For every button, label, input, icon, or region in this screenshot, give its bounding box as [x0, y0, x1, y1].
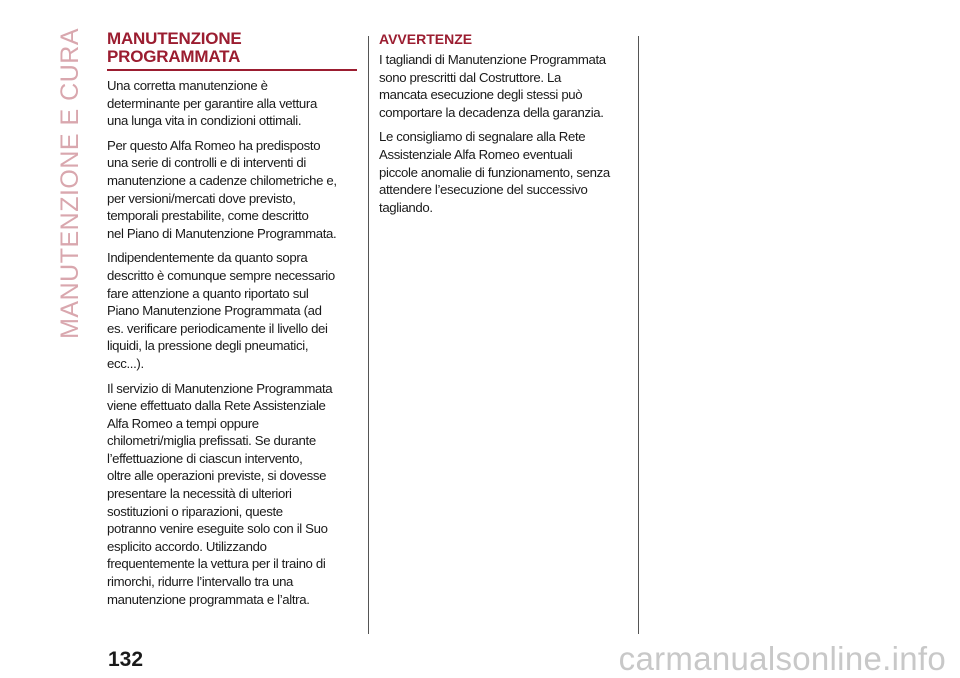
- column-divider: [368, 36, 369, 634]
- text-line: per versioni/mercati dove previsto,: [107, 190, 296, 206]
- text-line: Indipendentemente da quanto sopra: [107, 250, 308, 266]
- text-line: Alfa Romeo a tempi oppure: [107, 415, 259, 431]
- text-line: rimorchi, ridurre l’intervallo tra una: [107, 574, 294, 590]
- text-line: sono prescritti dal Costruttore. La: [379, 69, 561, 85]
- warning-title: AVVERTENZE: [379, 31, 473, 47]
- text-line: viene effettuato dalla Rete Assistenziale: [107, 398, 326, 414]
- section-title-line: PROGRAMMATA: [107, 47, 241, 66]
- page-number: 132: [108, 648, 144, 671]
- text-line: chilometri/miglia prefissati. Se durante: [107, 433, 316, 449]
- text-line: liquidi, la pressione degli pneumatici,: [107, 338, 309, 354]
- text-line: I tagliandi di Manutenzione Programmata: [379, 52, 606, 67]
- text-line: sostituzioni o riparazioni, queste: [107, 503, 283, 519]
- watermark: carmanualsonline.info: [618, 640, 946, 677]
- left-column: [107, 30, 357, 615]
- paragraph-attention: [107, 249, 357, 372]
- right-column: [379, 30, 631, 223]
- text-line: ecc...).: [107, 355, 144, 371]
- chapter-side-label-text: MANUTENZIONE E CURA: [55, 28, 84, 339]
- text-line: piccole anomalie di funzionamento, senza: [379, 164, 610, 180]
- paragraph-service: [107, 380, 357, 609]
- text-line: es. verificare periodicamente il livello dei: [107, 320, 328, 336]
- text-line: l’effettuazione di ciascun intervento,: [107, 450, 303, 466]
- text-line: Piano Manutenzione Programmata (ad: [107, 303, 322, 319]
- paragraph-intro: [107, 77, 357, 130]
- text-line: Per questo Alfa Romeo ha predisposto: [107, 137, 321, 153]
- text-line: manutenzione programmata e l’altra.: [107, 591, 310, 607]
- section-title: [107, 30, 357, 71]
- text-line: potranno venire eseguite solo con il Suo: [107, 521, 328, 537]
- text-line: frequentemente la vettura per il traino di: [107, 556, 326, 572]
- chapter-side-label: [50, 28, 90, 339]
- text-line: nel Piano di Manutenzione Programmata.: [107, 225, 337, 241]
- text-line: tagliando.: [379, 199, 433, 215]
- text-line: una serie di controlli e di interventi di: [107, 155, 306, 171]
- text-line: oltre alle operazioni previste, si dovesse: [107, 468, 327, 484]
- text-line: temporali prestabilite, come descritto: [107, 208, 309, 224]
- text-line: Una corretta manutenzione è: [107, 78, 268, 93]
- text-line: fare attenzione a quanto riportato sul: [107, 285, 309, 301]
- text-line: manutenzione a cadenze chilometriche e,: [107, 172, 337, 188]
- text-line: presentare la necessità di ulteriori: [107, 486, 292, 502]
- text-line: descritto è comunque sempre necessario: [107, 267, 335, 283]
- text-line: Il servizio di Manutenzione Programmata: [107, 380, 333, 396]
- text-line: comportare la decadenza della garanzia.: [379, 104, 604, 120]
- text-line: attendere l’esecuzione del successivo: [379, 182, 588, 198]
- paragraph-warning-warranty: [379, 51, 631, 121]
- text-line: esplicito accordo. Utilizzando: [107, 538, 267, 554]
- text-line: Le consigliamo di segnalare alla Rete: [379, 129, 586, 145]
- column-divider: [638, 36, 639, 634]
- text-line: una lunga vita in condizioni ottimali.: [107, 113, 302, 129]
- paragraph-controls: [107, 137, 357, 243]
- section-title-line: MANUTENZIONE: [107, 29, 242, 48]
- text-line: mancata esecuzione degli stessi può: [379, 87, 583, 103]
- text-line: Assistenziale Alfa Romeo eventuali: [379, 146, 573, 162]
- text-line: determinante per garantire alla vettura: [107, 95, 317, 111]
- paragraph-warning-anomalies: [379, 128, 631, 216]
